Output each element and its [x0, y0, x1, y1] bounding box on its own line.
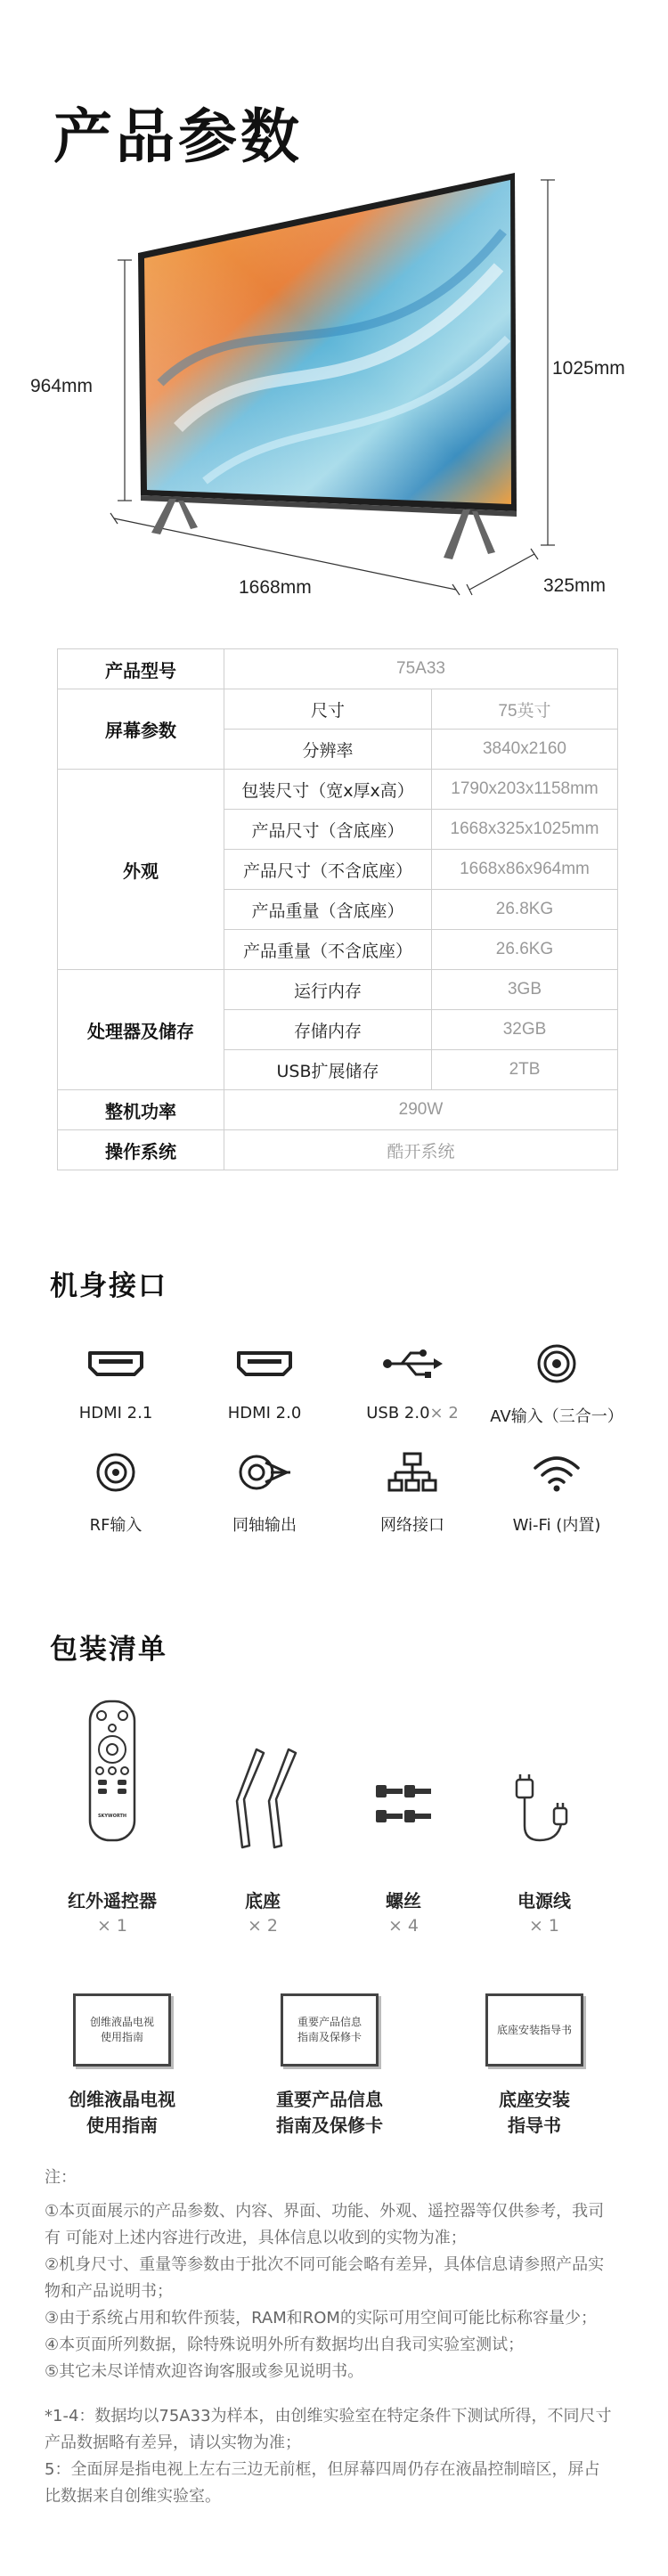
port-av — [481, 1338, 632, 1427]
pack-item-qty: × 1 — [96, 1916, 128, 1936]
wifi-icon — [481, 1447, 632, 1498]
spec-sublabel: 分辨率 — [224, 730, 432, 770]
pack-item-name: 电源线 — [517, 1890, 571, 1912]
doc-name-stand-guide: 底座安装 指导书 — [499, 2089, 570, 2136]
pack-item-qty: × 4 — [387, 1916, 420, 1936]
notes — [45, 2164, 615, 2510]
port-label: 同轴输出 — [232, 1516, 297, 1535]
pack-item-remote — [37, 1887, 188, 1936]
booklet-warranty: 重要产品信息 指南及保修卡 — [281, 1993, 379, 2067]
note-item: ②机身尺寸、重量等参数由于批次不同可能会略有差异，具体信息请参照产品实物和产品说明书； — [45, 2255, 605, 2301]
port-label: AV输入（三合一） — [490, 1407, 623, 1426]
tv-illustration — [0, 160, 668, 624]
spec-value: 2TB — [432, 1050, 618, 1090]
spec-value: 3GB — [432, 970, 618, 1010]
note-item: ⑤其它未尽详情欢迎咨询客服或参见说明书。 — [45, 2362, 364, 2381]
hdmi-icon — [189, 1338, 340, 1390]
spec-table — [57, 648, 618, 1170]
pack-item-qty: × 2 — [247, 1916, 279, 1936]
spec-header: 外观 — [58, 770, 224, 970]
note-item: ①本页面展示的产品参数、内容、界面、功能、外观、遥控器等仅供参考，我司有 可能对上述内容进行改进，具体信息以收到的实物为准； — [45, 2202, 605, 2247]
port-rf — [40, 1447, 191, 1536]
spec-value: 酷开系统 — [224, 1130, 618, 1170]
stand-icon — [230, 1746, 303, 1855]
height-with-stand-label: 1025mm — [552, 358, 625, 379]
port-label: USB 2.0× 2 — [366, 1404, 459, 1423]
remote-illustration — [87, 1700, 137, 1842]
port-label: Wi-Fi (内置) — [512, 1516, 601, 1535]
spec-value: 1668x325x1025mm — [432, 810, 618, 850]
spec-sublabel: 包装尺寸（宽x厚x高） — [224, 770, 432, 810]
spec-value: 75A33 — [224, 649, 618, 689]
spec-header: 处理器及储存 — [58, 970, 224, 1090]
spec-header: 产品型号 — [58, 649, 224, 689]
coax-icon — [189, 1447, 340, 1498]
port-label: RF输入 — [89, 1516, 143, 1535]
notes-heading: 注： — [45, 2168, 77, 2187]
port-lan — [337, 1447, 488, 1536]
spec-sublabel: 运行内存 — [224, 970, 432, 1010]
table-row — [58, 649, 618, 689]
port-label: 网络接口 — [380, 1516, 444, 1535]
spec-sublabel: 产品重量（含底座） — [224, 890, 432, 930]
spec-sublabel: 产品重量（不含底座） — [224, 930, 432, 970]
spec-value: 32GB — [432, 1010, 618, 1050]
page-title: 产品参数 — [53, 102, 303, 171]
footnote: 5：全面屏是指电视上左右三边无前框，但屏幕四周仍存在液晶控制暗区，屏占比数据来自创维实验室。 — [45, 2460, 600, 2506]
booklet-user-guide: 创维液晶电视 使用指南 — [73, 1993, 171, 2067]
port-hdmi21 — [40, 1338, 191, 1423]
pack-item-qty: × 1 — [528, 1916, 560, 1936]
spec-value: 1790x203x1158mm — [432, 770, 618, 810]
doc-name-warranty: 重要产品信息 指南及保修卡 — [276, 2089, 383, 2136]
spec-header: 操作系统 — [58, 1130, 224, 1170]
package-section-title: 包装清单 — [50, 1634, 167, 1666]
usb-count: × 2 — [429, 1404, 459, 1423]
port-wifi — [481, 1447, 632, 1536]
pack-item-name: 螺丝 — [386, 1890, 421, 1912]
remote-brand: SKYWORTH — [97, 1814, 127, 1819]
power-cord-icon — [513, 1773, 577, 1853]
note-item: ③由于系统占用和软件预装，RAM和ROM的实际可用空间可能比标称容量少； — [45, 2309, 597, 2327]
port-hdmi20 — [189, 1338, 340, 1423]
tv-dimension-figure — [0, 160, 668, 624]
pack-item-name: 红外遥控器 — [68, 1890, 157, 1912]
network-icon — [337, 1447, 488, 1498]
spec-value: 26.8KG — [432, 890, 618, 930]
spec-value: 75英寸 — [432, 689, 618, 730]
port-coax — [189, 1447, 340, 1536]
ports-section-title: 机身接口 — [50, 1270, 167, 1302]
table-row — [58, 770, 618, 810]
booklet-stand-guide: 底座安装指导书 — [485, 1993, 583, 2067]
table-row — [58, 970, 618, 1010]
spec-value: 1668x86x964mm — [432, 850, 618, 890]
port-label: HDMI 2.1 — [78, 1404, 153, 1423]
port-label: HDMI 2.0 — [227, 1404, 302, 1423]
spec-value: 290W — [224, 1090, 618, 1130]
pack-item-stand — [187, 1887, 338, 1936]
screws-icon — [374, 1781, 433, 1835]
table-row — [58, 689, 618, 730]
spec-value: 3840x2160 — [432, 730, 618, 770]
width-label: 1668mm — [239, 577, 312, 598]
spec-value: 26.6KG — [432, 930, 618, 970]
pack-item-name: 底座 — [245, 1890, 281, 1912]
pack-item-screws — [328, 1887, 479, 1936]
footnote: *1-4：数据均以75A33为样本，由创维实验室在特定条件下测试所得，不同尺寸产品数据略有差异，请以实物为准； — [45, 2407, 612, 2452]
av-jack-icon — [481, 1338, 632, 1390]
note-item: ④本页面所列数据，除特殊说明外所有数据均出自我司实验室测试； — [45, 2336, 525, 2354]
spec-sublabel: 产品尺寸（含底座） — [224, 810, 432, 850]
spec-header: 屏幕参数 — [58, 689, 224, 770]
spec-sublabel: 产品尺寸（不含底座） — [224, 850, 432, 890]
hdmi-icon — [40, 1338, 191, 1390]
rf-icon — [40, 1447, 191, 1498]
spec-sublabel: 存储内存 — [224, 1010, 432, 1050]
pack-item-power-cord — [468, 1887, 620, 1936]
depth-label: 325mm — [543, 575, 607, 596]
table-row — [58, 1090, 618, 1130]
port-usb — [337, 1338, 488, 1423]
spec-sublabel: 尺寸 — [224, 689, 432, 730]
doc-name-user-guide: 创维液晶电视 使用指南 — [69, 2089, 175, 2136]
usb-icon — [337, 1338, 488, 1390]
spec-header: 整机功率 — [58, 1090, 224, 1130]
spec-sublabel: USB扩展储存 — [224, 1050, 432, 1090]
height-no-stand-label: 964mm — [30, 376, 94, 396]
table-row — [58, 1130, 618, 1170]
